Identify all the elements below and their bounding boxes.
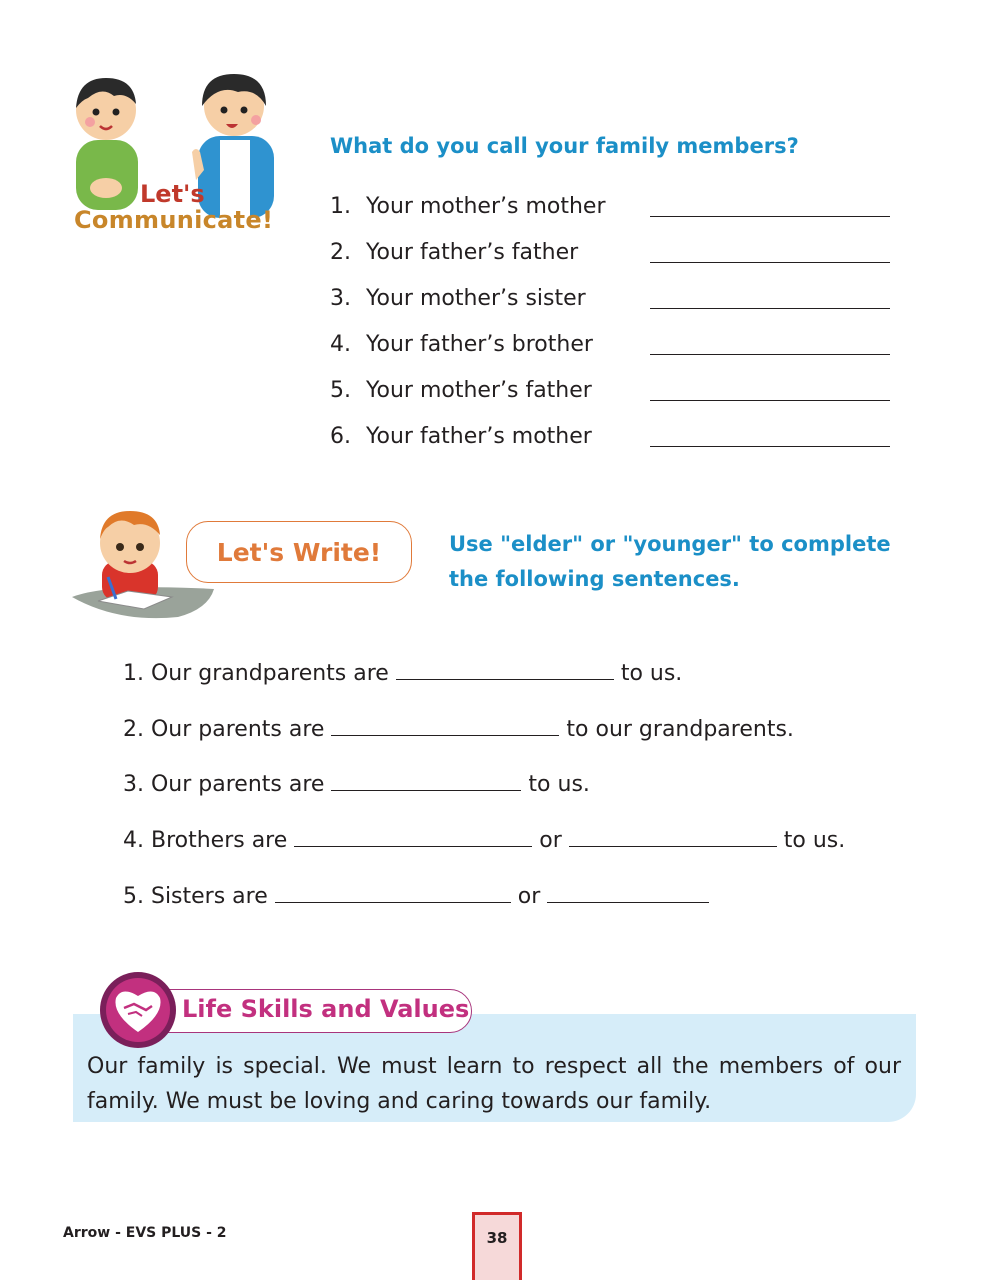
sentence-text: to us. [613,661,683,686]
question-text: Your father’s brother [366,332,593,357]
sentence-row [123,717,794,742]
sentence-text: 3. Our parents are [123,772,332,797]
life-skills-title: Life Skills and Values [182,995,470,1023]
answer-blank[interactable] [331,717,559,736]
question-row [330,286,890,311]
question-number: 4. [330,332,351,357]
sentence-text: to us. [521,772,590,797]
answer-blank[interactable] [650,240,890,263]
question-text: Your father’s mother [366,424,592,449]
communicate-heading: What do you call your family members? [330,134,799,158]
answer-blank[interactable] [650,424,890,447]
answer-blank[interactable] [650,378,890,401]
sentence-row [123,828,845,853]
lets-communicate-badge-line2: Communicate! [74,206,274,234]
answer-blank[interactable] [547,884,709,903]
page-number: 38 [472,1212,522,1280]
sentence-text: or [532,828,569,853]
lets-write-badge: Let's Write! [186,521,412,583]
sentence-text: to our grandparents. [559,717,794,742]
answer-blank[interactable] [650,194,890,217]
life-skills-text: Our family is special. We must learn to respect all the members of our family. We must be loving and caring towards our family. [87,1054,901,1114]
sentence-text: 2. Our parents are [123,717,332,742]
question-text: Your father’s father [366,240,579,265]
question-number: 2. [330,240,351,265]
answer-blank[interactable] [650,286,890,309]
sentence-text: 5. Sisters are [123,884,275,909]
question-row [330,424,890,449]
sentence-row [123,661,682,686]
question-row [330,194,890,219]
answer-blank[interactable] [275,884,511,903]
sentence-text: to us. [776,828,846,853]
question-number: 1. [330,194,351,219]
question-text: Your mother’s mother [366,194,606,219]
sentence-text: 1. Our grandparents are [123,661,396,686]
answer-blank[interactable] [569,828,777,847]
answer-blank[interactable] [650,332,890,355]
sentence-text: or [510,884,548,909]
question-text: Your mother’s sister [366,286,586,311]
question-number: 5. [330,378,351,403]
sentence-row [123,884,709,909]
question-number: 3. [330,286,351,311]
question-number: 6. [330,424,351,449]
sentence-text: 4. Brothers are [123,828,295,853]
question-row [330,378,890,403]
question-row [330,332,890,357]
heart-handshake-icon [98,970,178,1050]
answer-blank[interactable] [294,828,532,847]
sentence-row [123,772,590,797]
question-text: Your mother’s father [366,378,592,403]
book-title: Arrow - EVS PLUS - 2 [63,1225,227,1241]
answer-blank[interactable] [331,772,521,791]
answer-blank[interactable] [396,661,614,680]
write-instruction: Use "elder" or "younger" to complete the following sentences. [449,532,891,591]
question-row [330,240,890,265]
lets-communicate-badge-line1: Let's [140,180,205,208]
